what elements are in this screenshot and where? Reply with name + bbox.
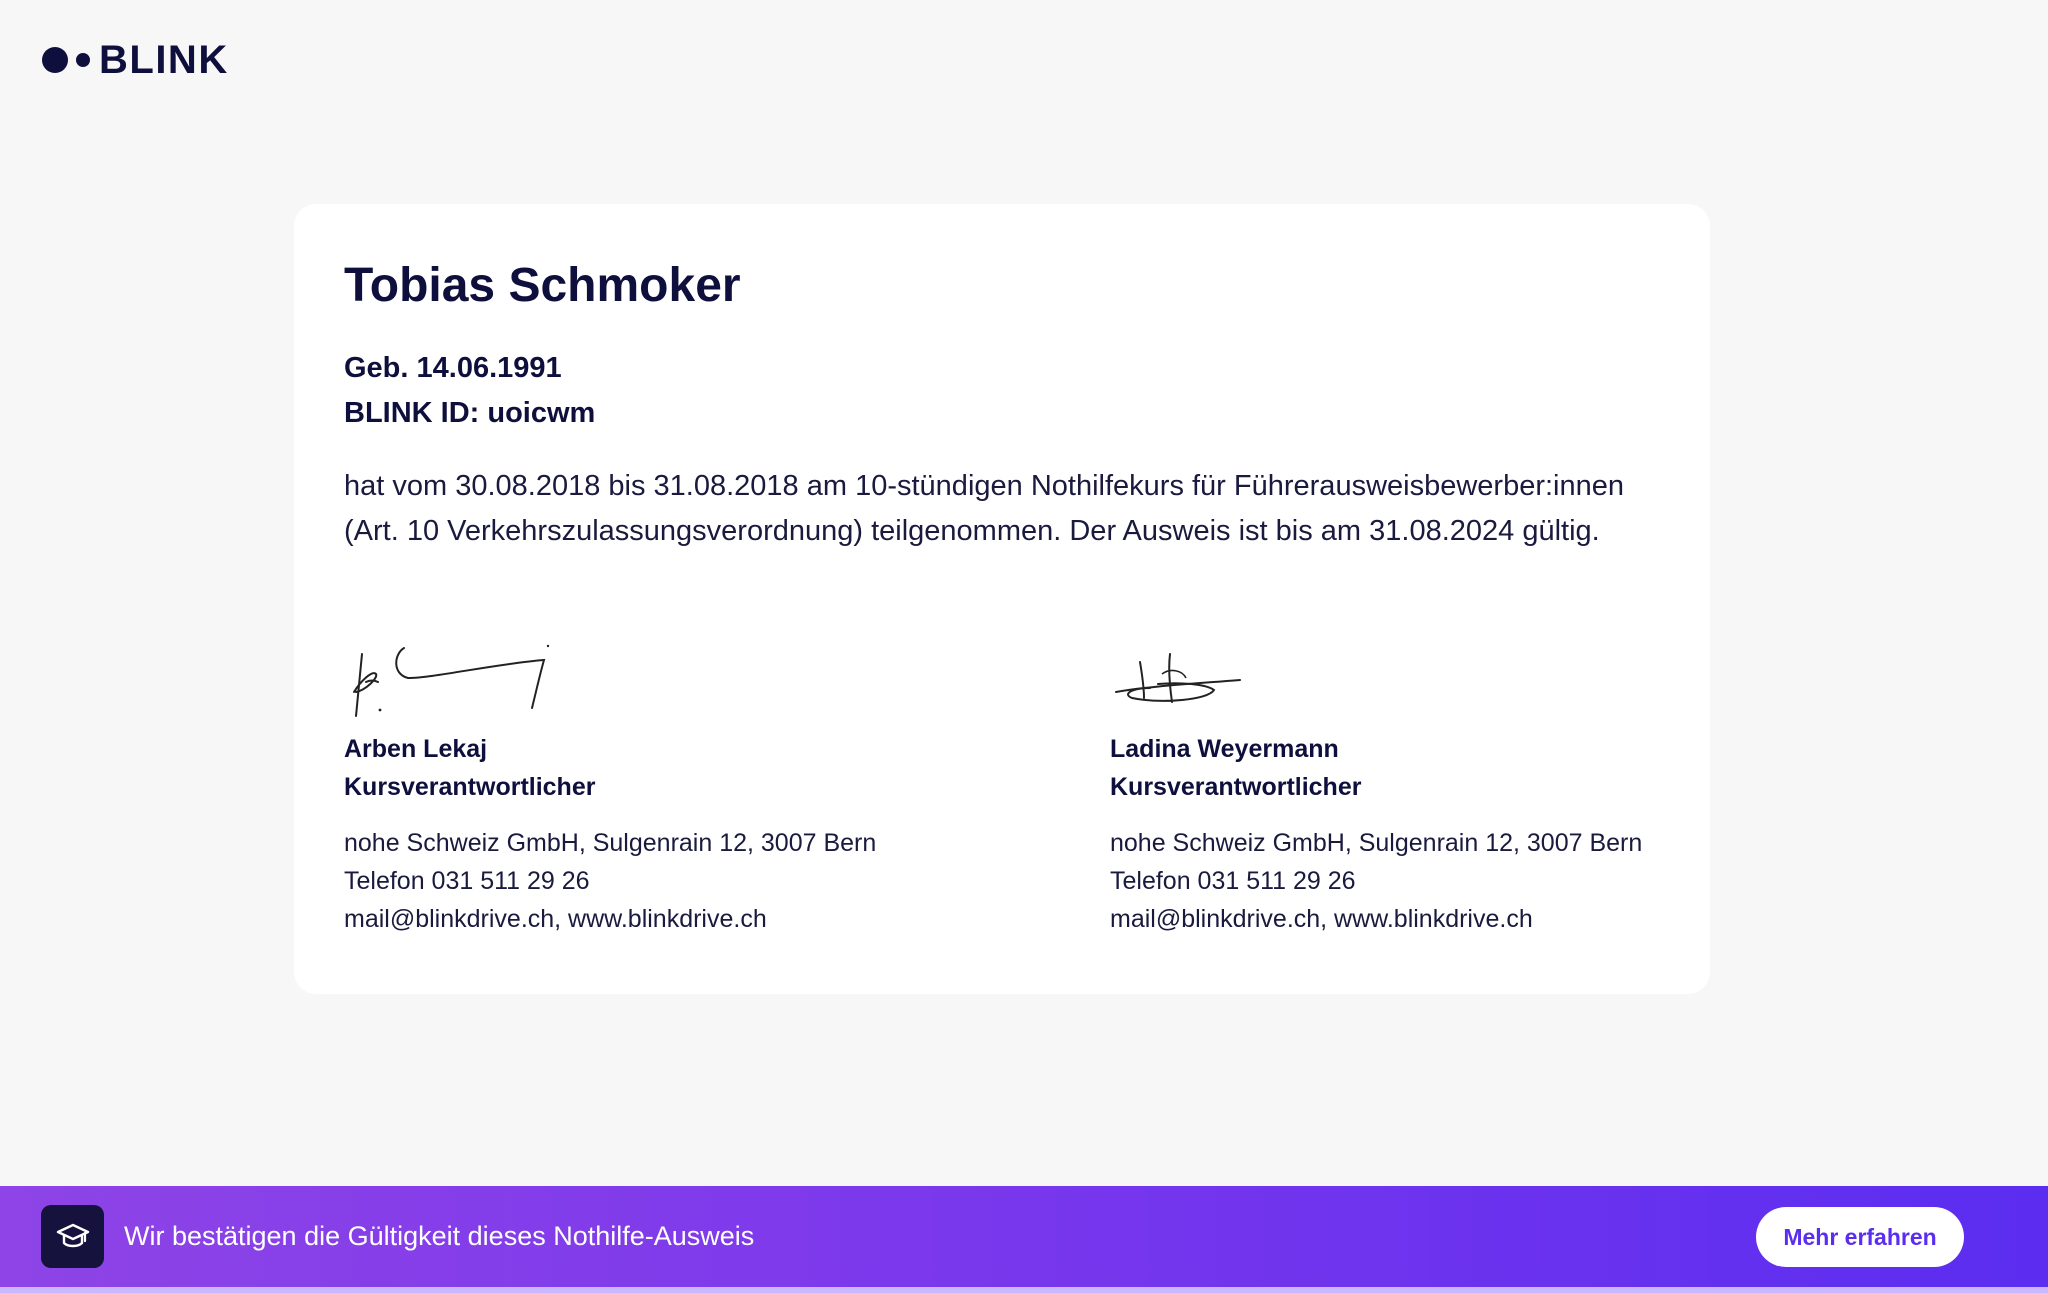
signature-arben-lekaj <box>344 634 584 724</box>
blink-logo[interactable] <box>42 38 229 82</box>
signer-role: Kursverantwortlicher <box>344 773 596 801</box>
signer-2 <box>1110 634 1674 938</box>
banner-icon-box <box>41 1205 104 1268</box>
signer-name: Ladina Weyermann <box>1110 735 1339 763</box>
logo-dot-large <box>42 47 68 73</box>
logo-dot-small <box>76 53 90 67</box>
signer-role: Kursverantwortlicher <box>1110 773 1362 801</box>
certificate-card <box>294 204 1710 994</box>
signer-contact <box>344 824 1110 938</box>
birth-date: Geb. 14.06.1991 <box>344 352 562 384</box>
certificate-statement: hat vom 30.08.2018 bis 31.08.2018 am 10-stündigen Nothilfekurs für Führerausweisbewerber:innen (Art. 10 Verkehrszulassungsverordnung) teilgenommen. Der Ausweis ist bis am 31.08.2024 gültig. <box>344 470 1624 547</box>
signer-address: nohe Schweiz GmbH, Sulgenrain 12, 3007 Bern <box>344 829 877 857</box>
graduation-cap-icon <box>56 1222 90 1252</box>
blink-id: BLINK ID: uoicwm <box>344 397 596 429</box>
signer-name: Arben Lekaj <box>344 735 488 763</box>
learn-more-button[interactable]: Mehr erfahren <box>1756 1207 1964 1267</box>
signer-web: mail@blinkdrive.ch, www.blinkdrive.ch <box>344 905 767 933</box>
signer-contact <box>1110 824 1674 938</box>
logo-wordmark: BLINK <box>99 38 229 82</box>
signer-web: mail@blinkdrive.ch, www.blinkdrive.ch <box>1110 905 1533 933</box>
signer-phone: Telefon 031 511 29 26 <box>1110 867 1356 895</box>
banner-text: Wir bestätigen die Gültigkeit dieses Nothilfe-Ausweis <box>124 1221 755 1251</box>
holder-meta <box>344 346 1660 436</box>
signer-1 <box>344 634 1110 938</box>
validity-banner <box>0 1186 2048 1287</box>
signer-phone: Telefon 031 511 29 26 <box>344 867 590 895</box>
holder-name: Tobias Schmoker <box>344 259 741 312</box>
signer-address: nohe Schweiz GmbH, Sulgenrain 12, 3007 Bern <box>1110 829 1643 857</box>
signature-ladina-weyermann <box>1110 634 1350 724</box>
banner-bottom-divider <box>0 1287 2048 1293</box>
signers <box>344 634 1674 938</box>
